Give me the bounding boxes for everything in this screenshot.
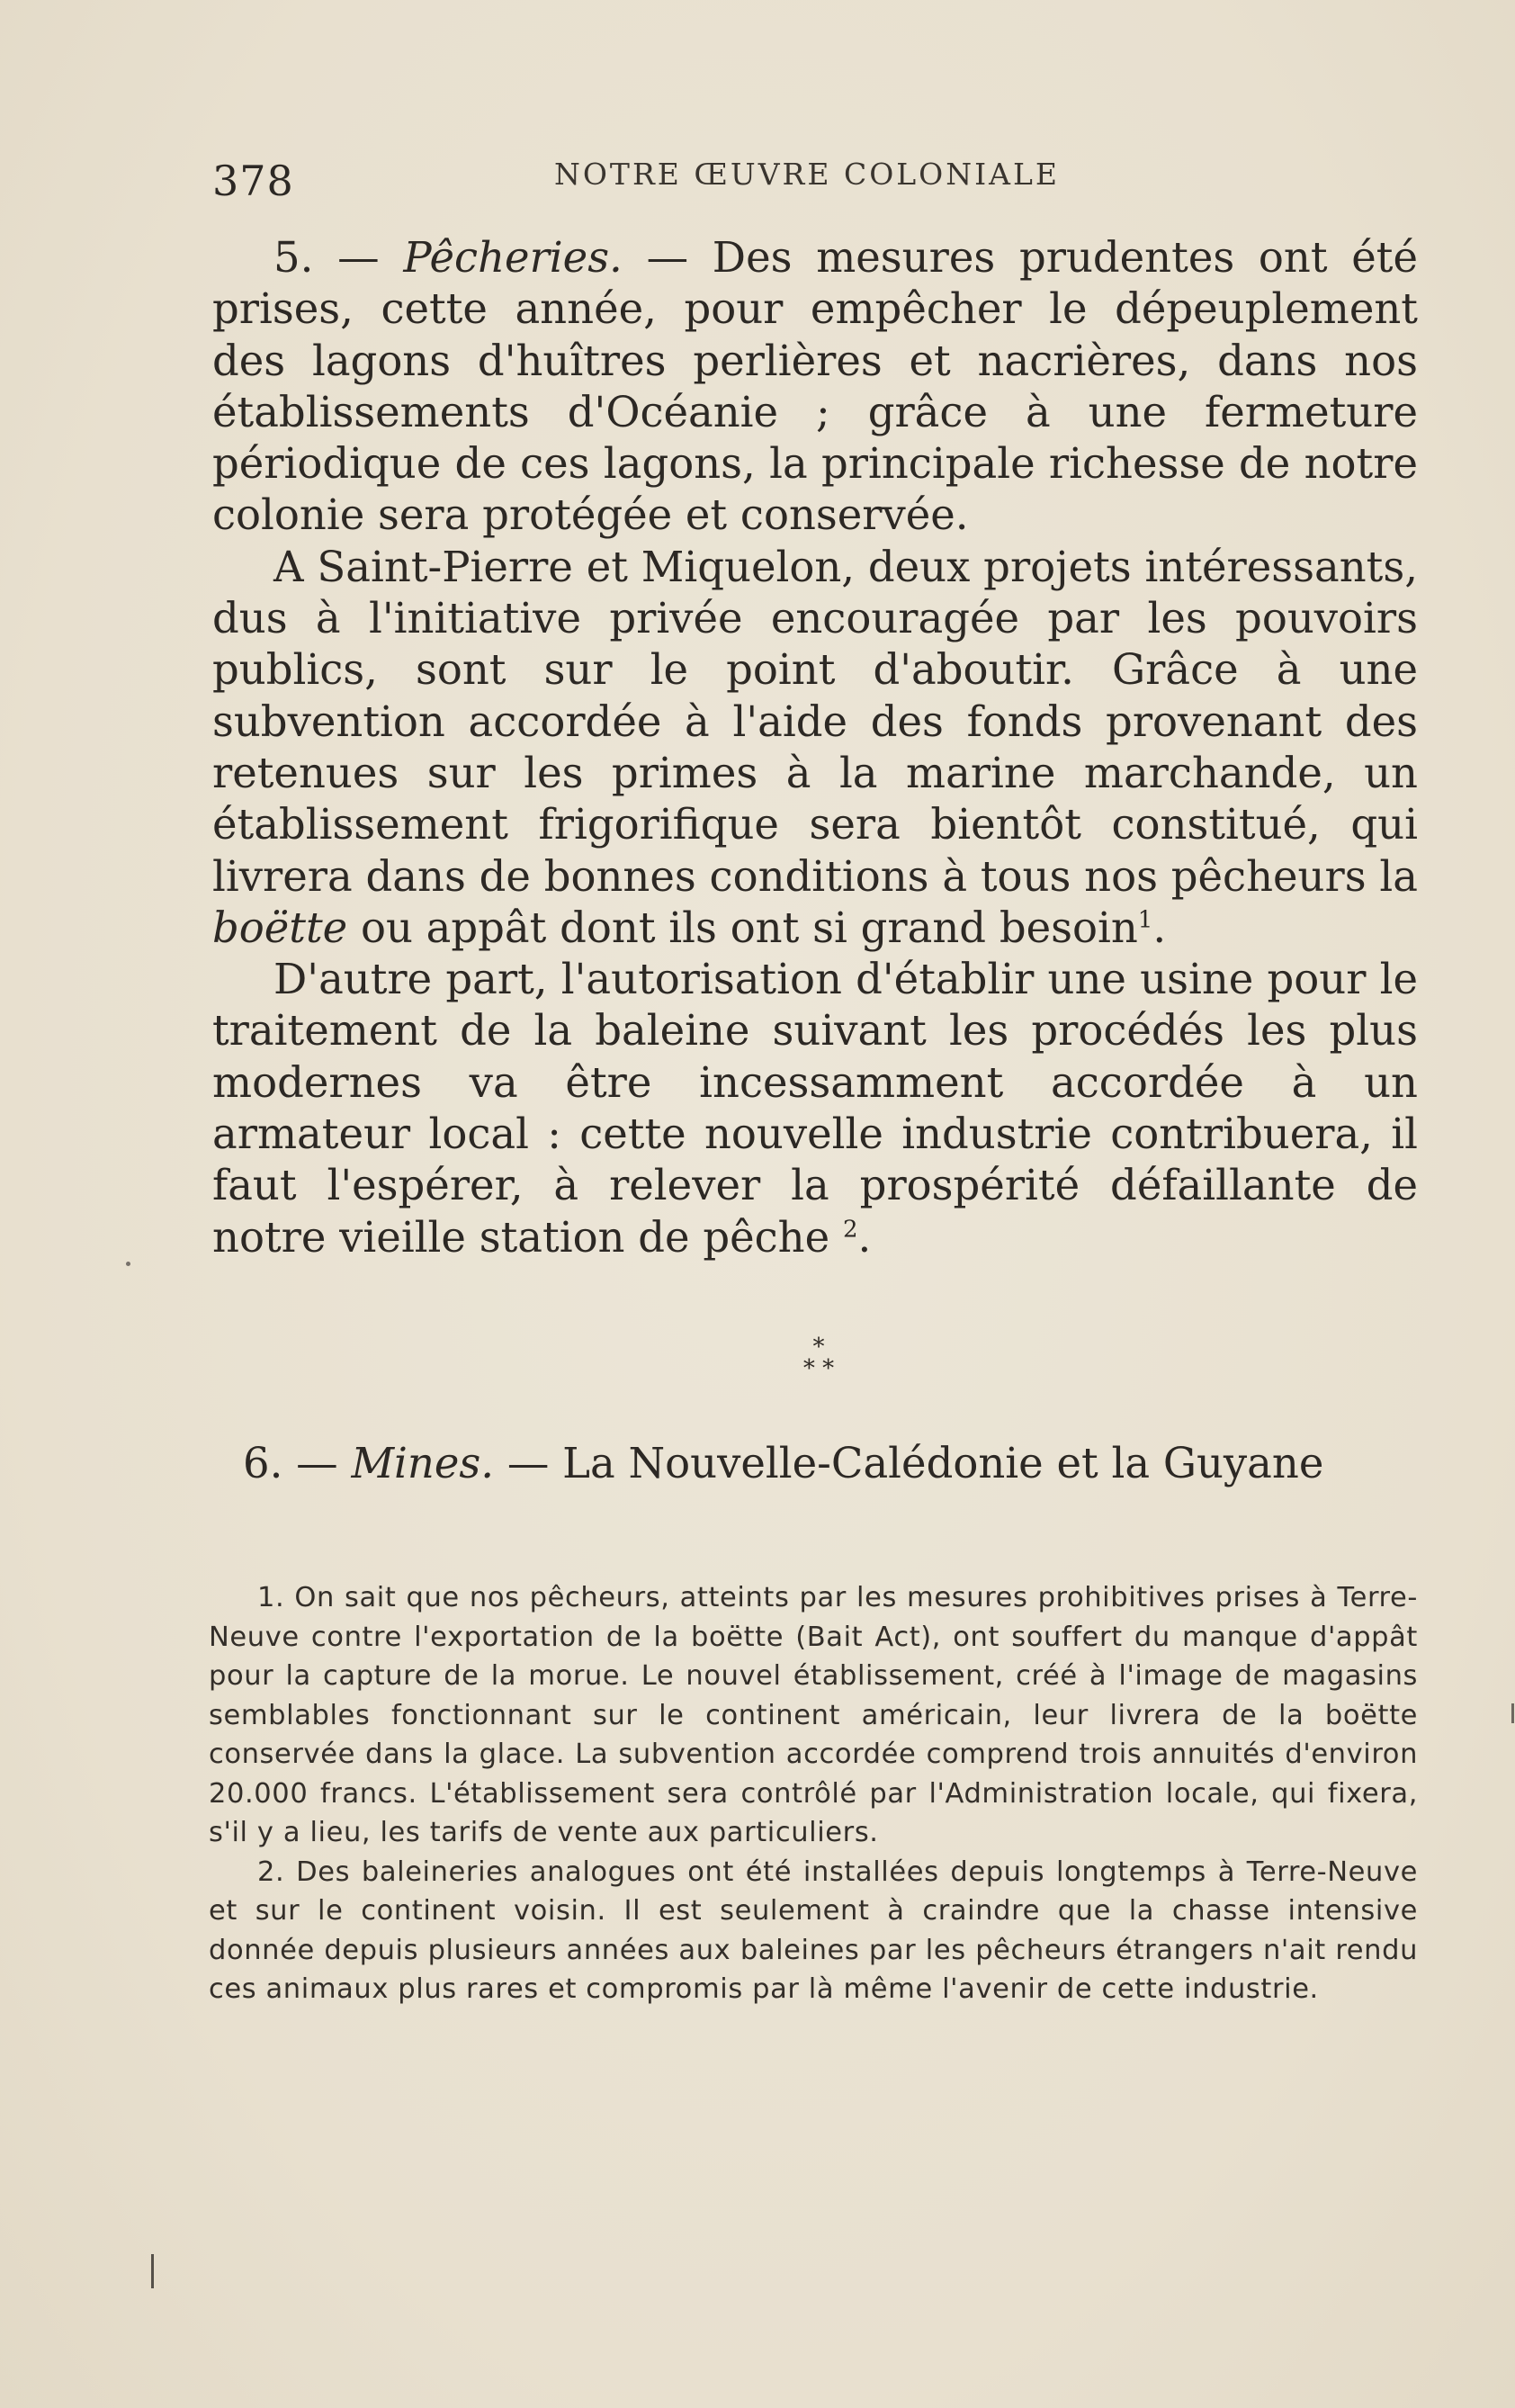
section-mines-heading: [212, 1438, 1418, 1489]
paragraph-text: — Des mesures prudentes ont été prises, cette année, pour empêcher le dépeuplement des lagons d'huîtres perlières et nacrières, dans nos établissements d'Océanie ; grâce à une fermeture périodique de ces lagons, la principale richesse de notre colonie sera protégée et conservée.: [212, 233, 1419, 540]
page-number: 378: [212, 157, 294, 205]
footnote-ref-1: 1: [1137, 906, 1153, 934]
section-title: Pêcheries.: [403, 233, 623, 282]
margin-dot: [126, 1262, 130, 1266]
footnote-2: 2. Des baleineries analogues ont été installées depuis longtemps à Terre-Neuve et sur le continent voisin. Il est seulement à craindre que la chasse intensive donnée depuis plusieurs années aux baleines par les pêcheurs étrangers n'ait rendu ces animaux plus rares et compromis par là même l'avenir de cette industrie.: [209, 1855, 1418, 2005]
margin-mark: [151, 2254, 154, 2288]
running-head: NOTRE ŒUVRE COLONIALE: [554, 157, 1060, 192]
paragraph-text: D'autre part, l'autorisation d'établir une usine pour le traitement de la baleine suivant les procédés les plus modernes va être incessamment accordée à un armateur local : cette nouvelle industrie contribuera, il faut l'espérer, à relever la prospérité défaillante de notre vieille station de pêche: [212, 955, 1418, 1262]
italic-term: boëtte: [212, 903, 348, 952]
footnote-ref-2: 2: [842, 1216, 858, 1244]
paragraph-baleine: [212, 954, 1418, 1263]
footnotes: [209, 1578, 1418, 2009]
asterism-bottom: * *: [802, 1355, 835, 1382]
asterism-top: *: [812, 1334, 825, 1361]
section-title: Mines.: [351, 1439, 495, 1487]
asterism-ornament: [774, 1334, 864, 1382]
main-text: [212, 232, 1418, 1263]
section-number: 6. —: [243, 1439, 338, 1487]
paragraph-text: A Saint-Pierre et Miquelon, deux projets intéressants, dus à l'initiative privée encouragée par les pouvoirs publics, sont sur le point d'aboutir. Grâce à une subvention accordée à l'aide des fonds provenant des retenues sur les primes à la marine marchande, un établissement frigorifique sera bientôt constitué, qui livrera dans de bonnes conditions à tous nos pêcheurs la: [212, 542, 1418, 901]
paragraph-pecheries: [212, 232, 1418, 542]
punctuation: .: [1152, 903, 1167, 952]
footnote-1: 1. On sait que nos pêcheurs, atteints par les mesures prohibitives prises à Terre-Neuve contre l'exportation de la boëtte (Bait Act), ont souffert du manque d'appât pour la capture de la morue. Le nouvel établissement, créé à l'image de magasins semblables fonctionnant sur le continent américain, leur livrera de la boëtte conservée dans la glace. La subvention accordée comprend trois annuités d'environ 20.000 francs. L'établissement sera contrôlé par l'Administration locale, qui fixera, s'il y a lieu, les tarifs de vente aux particuliers.: [209, 1582, 1418, 1848]
page-header: [212, 151, 1418, 205]
edge-mark: [1511, 1703, 1514, 1723]
paragraph-text: ou appât dont ils ont si grand besoin: [360, 903, 1138, 952]
punctuation: .: [857, 1212, 872, 1262]
section-number: 5. —: [273, 233, 380, 282]
paragraph-saint-pierre: [212, 542, 1418, 954]
paragraph-text: — La Nouvelle-Calédonie et la Guyane: [506, 1439, 1324, 1487]
